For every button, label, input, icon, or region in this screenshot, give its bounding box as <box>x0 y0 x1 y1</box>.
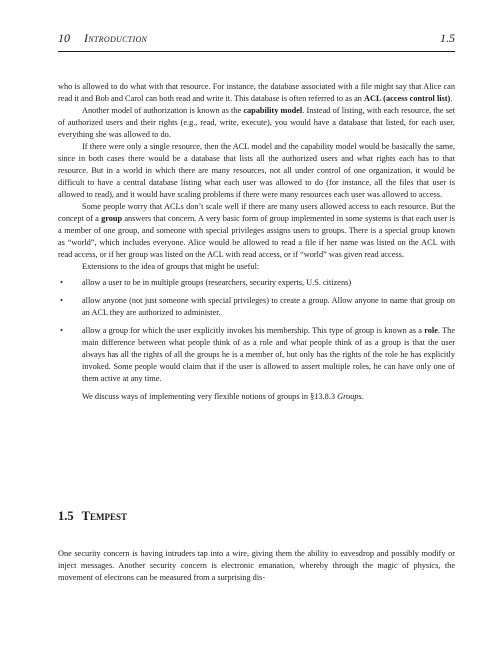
paragraph-capability-text: Another model of authorization is known as the <box>82 106 244 115</box>
list-item-text: allow anyone (not just someone with special privileges) to create a group. Allow anyone to name that group on an ACL they are authorized to administer. <box>82 296 455 317</box>
paragraph-groups-end: answers that concern. A very basic form of group implemented in some systems is that each user is a member of one group, and someone with special privileges assigns users to groups. There is a special group known as “world”, which includes everyone. Alice would be allowed to read a file if her name was listed on the ACL with read access, or if her group was listed on the ACL with read access, or if “world” was given read access. <box>58 214 455 259</box>
term-role: role <box>424 326 438 335</box>
paragraph-acl-text: who is allowed to do what with that resource. For instance, the database associated with a file might say that Alice can read it and Bob and Carol can both read and write it. This database is often referred to as an <box>58 82 455 103</box>
section-heading-title: Tempest <box>81 509 127 523</box>
paragraph-groups-text: Some people worry that ACLs don’t scale well if there are many users allowed access to each resource. But the concept of a <box>58 202 455 223</box>
paragraph-single-resource: If there were only a single resource, then the ACL model and the capability model would be basically the same, since in both cases there would be a database that lists all the authorized users and what rights each has to that resource. But in a world in which there are many resources, not all under control of one organization, it would be difficult to have a central database listing what each user was allowed to do (for instance, all the files that user is allowed to read), and it would have scaling problems if there were many resources each user was allowed to access. <box>58 142 455 199</box>
header-rule <box>58 51 455 52</box>
extensions-list <box>58 277 455 385</box>
list-item-text: allow a user to be in multiple groups (researchers, security experts, U.S. citizens) <box>82 278 352 287</box>
paragraph-capability <box>58 105 455 141</box>
running-head-left <box>58 30 147 46</box>
term-capability-model: capability model <box>243 106 303 115</box>
body-text <box>58 81 455 403</box>
list-item-text: allow a group for which the user explicitly invokes his membership. This type of group is known as a <box>82 326 425 335</box>
closing-note <box>58 391 455 403</box>
paragraph-extensions: Extensions to the idea of groups that might be useful: <box>82 262 260 271</box>
paragraph-acl <box>58 81 455 105</box>
section-heading <box>58 508 455 524</box>
chapter-title: Introduction <box>84 31 148 45</box>
page-number: 10 <box>58 31 70 45</box>
paragraph-groups <box>58 201 455 261</box>
bullet-icon: • <box>60 296 63 305</box>
section-heading-number: 1.5 <box>58 509 74 523</box>
term-acl: ACL (access control list) <box>364 94 451 103</box>
list-item <box>58 295 455 319</box>
list-item-text-end: . The main difference between what people think of as a role and what people think of as a group is that the user always has all the rights of all the groups he is a member of, but only has the rights of the role he has explicitly invoked. Some people would claim that if the user is allowed to assert multiple roles, he can have only one of them active at any time. <box>82 326 455 383</box>
paragraph-acl-end: . <box>450 94 453 103</box>
list-item <box>58 277 455 289</box>
section-number-header: 1.5 <box>440 31 455 45</box>
running-head <box>58 30 455 46</box>
closing-note-end: . <box>361 392 364 401</box>
closing-note-text: We discuss ways of implementing very flexible notions of groups in §13.8.3 <box>82 392 338 401</box>
section-body-text: One security concern is having intruders tap into a wire, giving them the ability to eavesdrop and possibly modify or inject messages. Another security concern is electronic emanation, whereby through the magic of physics, the movement of electrons can be measured from a surprising dis- <box>58 549 455 582</box>
term-group: group <box>101 214 123 223</box>
list-item <box>58 325 455 385</box>
book-page <box>58 30 455 582</box>
cross-reference-groups: Groups <box>337 392 362 401</box>
paragraph-capability-end: . Instead of listing, with each resource, the set of authorized users and their rights (e.g., read, write, execute), you would have a database that listed, for each user, everything she was allowed to do. <box>58 106 455 139</box>
bullet-icon: • <box>60 326 63 335</box>
section-tempest <box>58 508 455 592</box>
bullet-icon: • <box>60 278 63 287</box>
